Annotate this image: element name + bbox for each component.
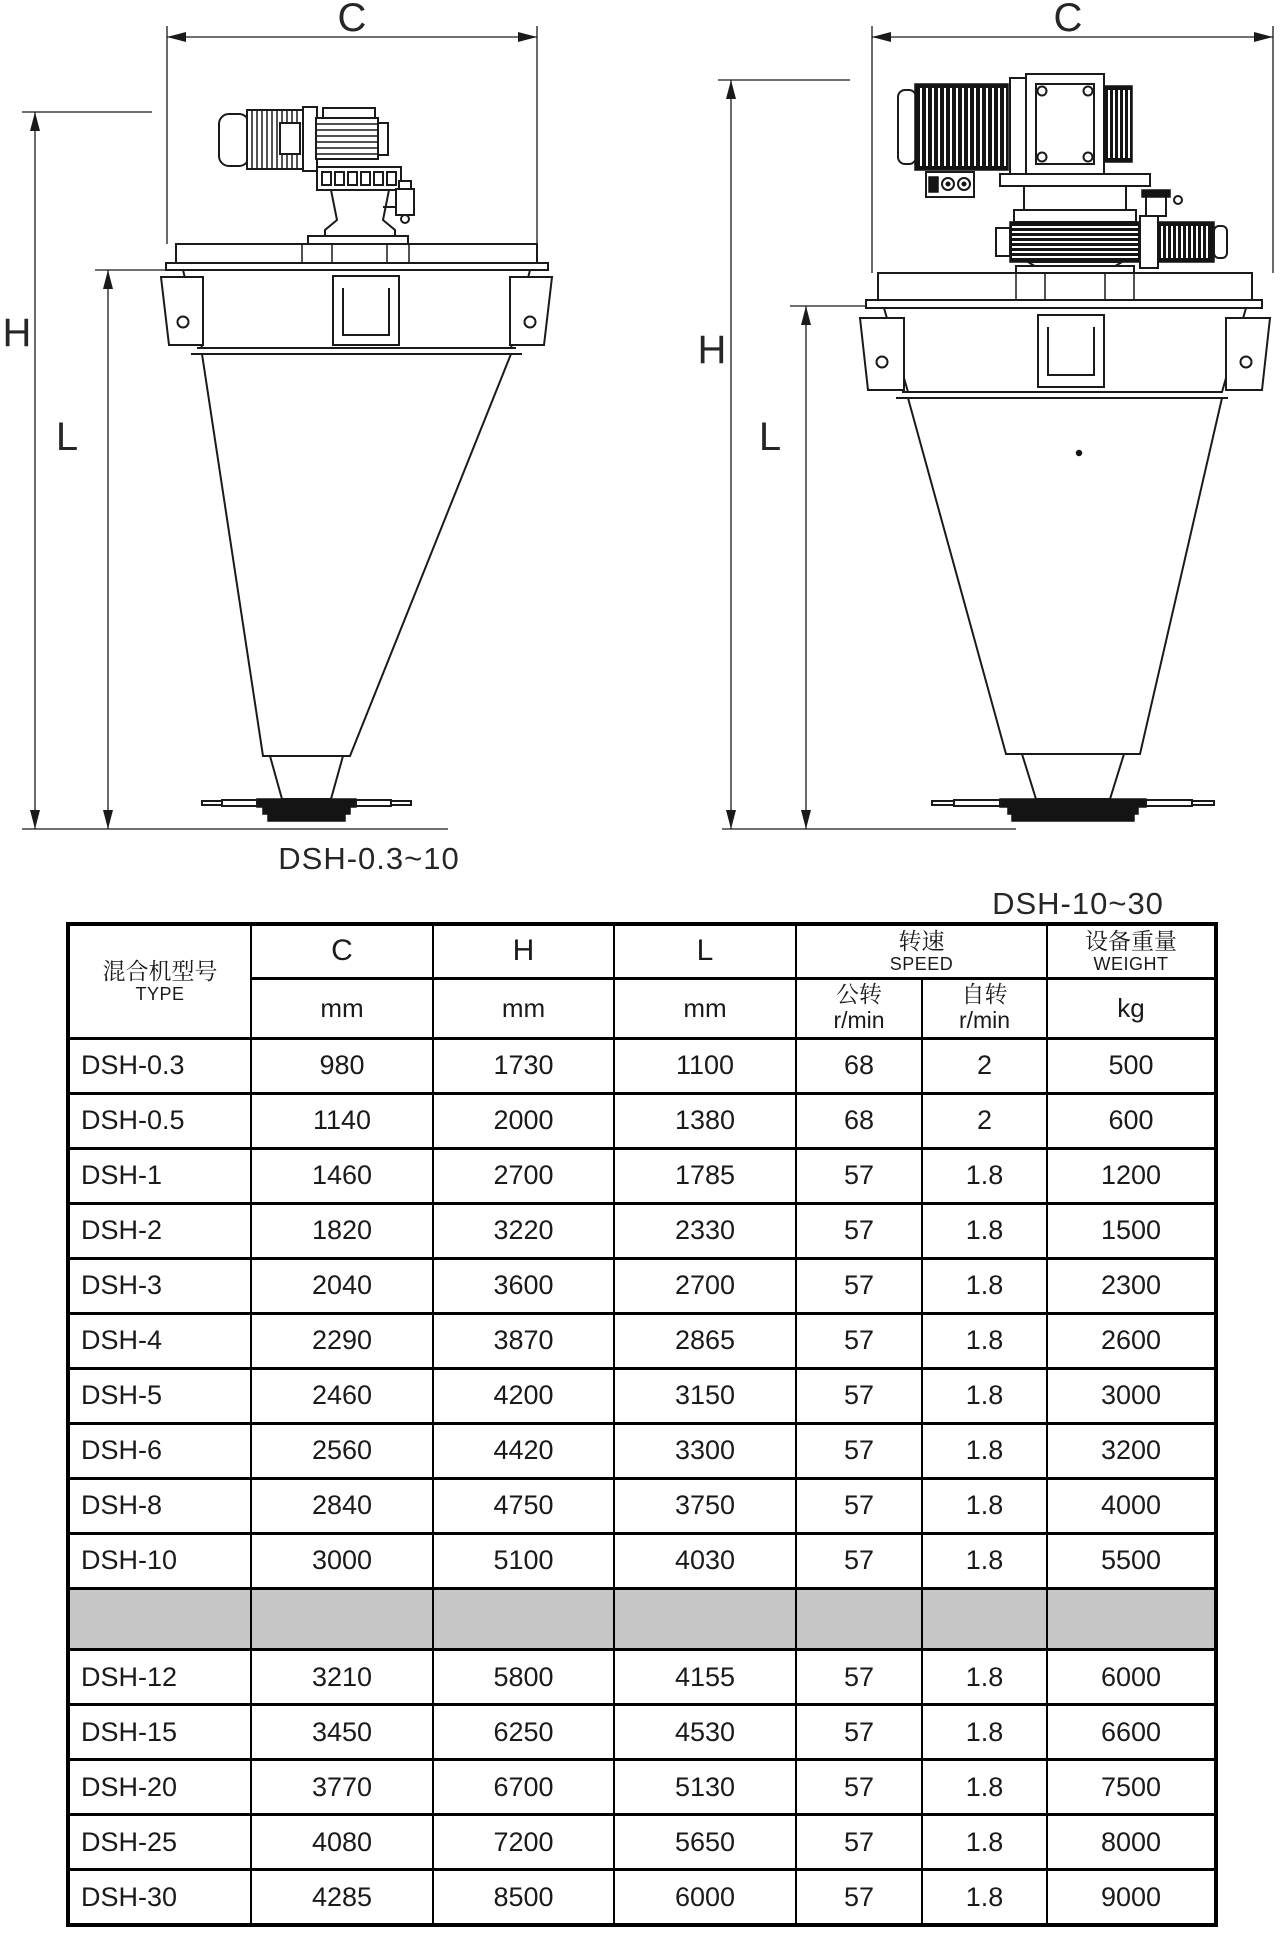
cell-rev: 57 [796,1423,922,1478]
drive-assembly [898,74,1227,274]
header-l: L [614,924,796,978]
header-weight [1047,924,1216,978]
cell-l: 4030 [614,1533,796,1588]
header-type [68,924,251,1038]
cell-rot: 2 [922,1093,1047,1148]
rev-unit: r/min [833,1007,885,1033]
cell-l: 1100 [614,1038,796,1093]
cell-h: 1730 [433,1038,614,1093]
cell-weight: 6000 [1047,1650,1216,1705]
table-row [68,1148,1216,1203]
cell-l: 3750 [614,1478,796,1533]
cell-weight: 3000 [1047,1368,1216,1423]
cell-rev: 57 [796,1705,922,1760]
cell-h: 5800 [433,1650,614,1705]
cell-l: 3300 [614,1423,796,1478]
header-speed [796,924,1047,978]
cell-rot: 2 [922,1038,1047,1093]
cell-c: 1820 [251,1203,433,1258]
cell-weight: 1500 [1047,1203,1216,1258]
dim-label-l: L [758,415,782,459]
cell-h: 7200 [433,1815,614,1870]
cell-l: 6000 [614,1870,796,1925]
header-speed-en: SPEED [889,953,954,974]
cell-rev: 57 [796,1148,922,1203]
cell-rev: 57 [796,1203,922,1258]
cell-c: 2560 [251,1423,433,1478]
cell-type: DSH-8 [68,1478,251,1533]
drive-assembly [219,107,414,244]
cell-type: DSH-2 [68,1203,251,1258]
table-row [68,1533,1216,1588]
cell-rev: 57 [796,1258,922,1313]
table-row [68,1313,1216,1368]
cell-weight: 6600 [1047,1705,1216,1760]
cell-rot: 1.8 [922,1760,1047,1815]
cell-h: 3870 [433,1313,614,1368]
unit-l-mm: mm [614,978,796,1038]
header-row-1 [68,924,1216,978]
mount-bracket-right [1226,318,1270,390]
cell-h: 4420 [433,1423,614,1478]
cell-rot: 1.8 [922,1533,1047,1588]
separator-cell [1047,1588,1216,1649]
cell-type: DSH-12 [68,1650,251,1705]
cell-type: DSH-15 [68,1705,251,1760]
cell-rev: 57 [796,1815,922,1870]
cell-c: 1140 [251,1093,433,1148]
vessel-body [161,244,552,821]
cone [908,398,1222,754]
cell-weight: 9000 [1047,1870,1216,1925]
separator-row [68,1588,1216,1649]
cell-rev: 68 [796,1093,922,1148]
cell-weight: 5500 [1047,1533,1216,1588]
header-weight-cn: 设备重量 [1085,928,1177,955]
cell-rot: 1.8 [922,1203,1047,1258]
cell-c: 4285 [251,1870,433,1925]
mount-bracket-right [510,277,552,345]
caption-large-model: DSH-10~30 [992,886,1164,921]
header-weight-en: WEIGHT [1093,953,1169,974]
table-row [68,1038,1216,1093]
cell-rot: 1.8 [922,1148,1047,1203]
table-row [68,1258,1216,1313]
header-type-en: TYPE [135,983,185,1004]
cell-rev: 57 [796,1533,922,1588]
cell-h: 4750 [433,1478,614,1533]
header-h: H [433,924,614,978]
cell-rev: 57 [796,1368,922,1423]
cell-h: 6250 [433,1705,614,1760]
cell-l: 2330 [614,1203,796,1258]
cell-h: 2000 [433,1093,614,1148]
cell-c: 980 [251,1038,433,1093]
cell-weight: 2300 [1047,1258,1216,1313]
cell-rot: 1.8 [922,1423,1047,1478]
dimension-l [56,270,178,829]
cell-rot: 1.8 [922,1478,1047,1533]
header-revolution [796,978,922,1038]
separator-cell [796,1588,922,1649]
table-row [68,1423,1216,1478]
rev-cn: 公转 [836,981,882,1008]
cell-rev: 57 [796,1760,922,1815]
cell-type: DSH-10 [68,1533,251,1588]
cell-weight: 2600 [1047,1313,1216,1368]
unit-h-mm: mm [433,978,614,1038]
mixer-drawing-small [0,0,660,935]
cell-weight: 7500 [1047,1760,1216,1815]
header-speed-cn: 转速 [898,928,945,955]
dim-label-h: H [2,311,32,355]
dimension-h [3,112,152,829]
cell-rev: 57 [796,1870,922,1925]
cell-h: 5100 [433,1533,614,1588]
cone [202,354,511,756]
cell-c: 2040 [251,1258,433,1313]
table-row [68,1705,1216,1760]
cell-rev: 57 [796,1313,922,1368]
table-row [68,1368,1216,1423]
cell-l: 5130 [614,1760,796,1815]
separator-cell [251,1588,433,1649]
table-row [68,1203,1216,1258]
cell-c: 2840 [251,1478,433,1533]
table-row [68,1093,1216,1148]
cell-weight: 3200 [1047,1423,1216,1478]
dimension-l [759,306,868,829]
table-row [68,1650,1216,1705]
caption-small-model: DSH-0.3~10 [278,841,460,876]
separator-cell [614,1588,796,1649]
cell-type: DSH-4 [68,1313,251,1368]
outlet [270,756,343,799]
cell-rot: 1.8 [922,1258,1047,1313]
separator-cell [68,1588,251,1649]
cell-c: 2460 [251,1368,433,1423]
cell-type: DSH-30 [68,1870,251,1925]
cell-type: DSH-20 [68,1760,251,1815]
cell-c: 3210 [251,1650,433,1705]
cell-rot: 1.8 [922,1650,1047,1705]
table-row [68,1760,1216,1815]
dim-label-l: L [55,415,79,459]
cell-l: 2700 [614,1258,796,1313]
spec-table [66,922,1218,1927]
cell-weight: 500 [1047,1038,1216,1093]
cell-weight: 8000 [1047,1815,1216,1870]
cell-type: DSH-0.5 [68,1093,251,1148]
dim-label-h: H [697,328,727,372]
cell-rot: 1.8 [922,1368,1047,1423]
cell-rev: 57 [796,1650,922,1705]
table-row [68,1870,1216,1925]
cell-type: DSH-1 [68,1148,251,1203]
unit-weight-kg: kg [1047,978,1216,1038]
cell-type: DSH-0.3 [68,1038,251,1093]
cell-l: 1785 [614,1148,796,1203]
outlet [1022,754,1124,799]
cell-h: 3600 [433,1258,614,1313]
cell-type: DSH-5 [68,1368,251,1423]
cell-type: DSH-25 [68,1815,251,1870]
mount-bracket-left [860,318,904,390]
cell-rev: 57 [796,1478,922,1533]
cell-h: 4200 [433,1368,614,1423]
cell-l: 2865 [614,1313,796,1368]
unit-c-mm: mm [251,978,433,1038]
separator-cell [433,1588,614,1649]
cell-c: 4080 [251,1815,433,1870]
cell-rot: 1.8 [922,1870,1047,1925]
cell-rot: 1.8 [922,1313,1047,1368]
cell-type: DSH-6 [68,1423,251,1478]
cell-h: 6700 [433,1760,614,1815]
table-row [68,1815,1216,1870]
cell-l: 4530 [614,1705,796,1760]
cell-l: 4155 [614,1650,796,1705]
cell-c: 2290 [251,1313,433,1368]
cell-weight: 1200 [1047,1148,1216,1203]
mixer-drawing-large [660,0,1280,935]
cell-type: DSH-3 [68,1258,251,1313]
header-rotation [922,978,1047,1038]
dim-label-c: C [337,0,367,40]
cell-rot: 1.8 [922,1815,1047,1870]
cell-weight: 4000 [1047,1478,1216,1533]
table-row [68,1478,1216,1533]
cell-c: 1460 [251,1148,433,1203]
cell-c: 3000 [251,1533,433,1588]
cell-h: 8500 [433,1870,614,1925]
header-type-cn: 混合机型号 [102,958,218,985]
mount-bracket-left [161,277,203,345]
cell-l: 1380 [614,1093,796,1148]
rot-cn: 自转 [961,981,1008,1008]
cell-h: 2700 [433,1148,614,1203]
cell-c: 3450 [251,1705,433,1760]
rot-unit: r/min [958,1007,1011,1033]
cell-weight: 600 [1047,1093,1216,1148]
cell-rot: 1.8 [922,1705,1047,1760]
cell-h: 3220 [433,1203,614,1258]
header-c: C [251,924,433,978]
separator-cell [922,1588,1047,1649]
cell-rev: 68 [796,1038,922,1093]
cell-c: 3770 [251,1760,433,1815]
cell-l: 3150 [614,1368,796,1423]
vessel-body [860,273,1270,821]
dim-label-c: C [1053,0,1083,40]
cell-l: 5650 [614,1815,796,1870]
